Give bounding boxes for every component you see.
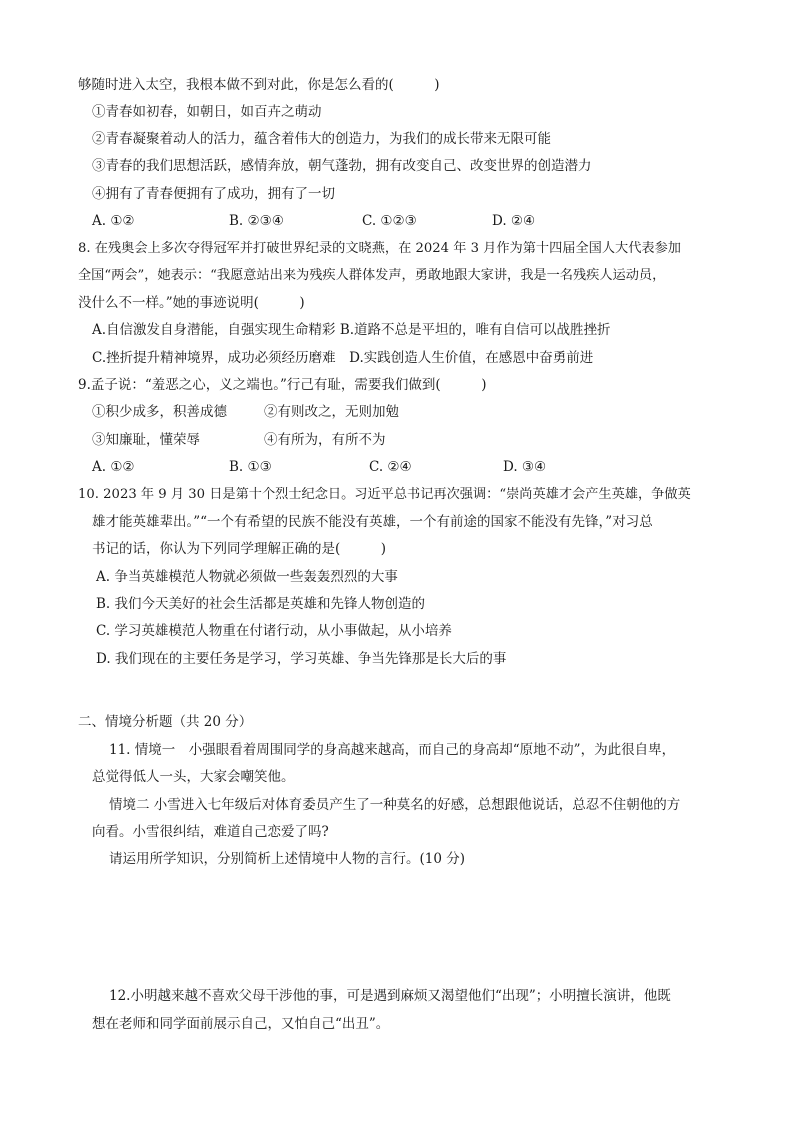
q9-item-3: ③知廉耻，懂荣辱 xyxy=(92,432,200,448)
q9-option-b: B. ①③ xyxy=(229,459,272,475)
q9-option-a: A. ①② xyxy=(92,459,135,475)
q8-option-row-1: A.自信激发自身潜能，自强实现生命精彩 B.道路不总是平坦的，唯有自信可以战胜挫折 xyxy=(92,322,611,338)
q9-item-1: ①积少成多，积善成德 xyxy=(92,404,227,420)
q7-item-3: ③青春的我们思想活跃，感情奔放，朝气蓬勃，拥有改变自己、改变世界的创造潜力 xyxy=(92,158,592,174)
q7-stem-tail: 够随时进入太空，我根本做不到对此，你是怎么看的( ) xyxy=(78,77,440,93)
q8-line-3: 没什么不一样。”她的事迹说明( ) xyxy=(78,295,305,311)
q8-option-row-2: C.挫折提升精神境界，成功必须经历磨难 D.实践创造人生价值，在感恩中奋勇前进 xyxy=(92,350,594,366)
q12-line-1: 12.小明越来越不喜欢父母干涉他的事，可是遇到麻烦又渴望他们“出现”；小明擅长演讲，他既 xyxy=(109,988,671,1004)
q7-item-1: ①青春如初春，如朝日，如百卉之萌动 xyxy=(92,104,322,120)
q9-option-c: C. ②④ xyxy=(369,459,412,475)
q8-line-1: 8. 在残奥会上多次夺得冠军并打破世界纪录的文晓燕，在 2024 年 3 月作为第十四届全国人大代表参加 xyxy=(78,241,681,256)
q11-line-1: 11. 情境一 小强眼看着周围同学的身高越来越高，而自己的身高却“原地不动”，为此很自卑， xyxy=(109,742,676,758)
q7-item-4: ④拥有了青春便拥有了成功，拥有了一切 xyxy=(92,186,335,202)
q10-option-a: A. 争当英雄模范人物就必须做一些轰轰烈烈的大事 xyxy=(96,569,398,585)
q9-option-d: D. ③④ xyxy=(503,459,547,475)
q10-option-c: C. 学习英雄模范人物重在付诸行动，从小事做起，从小培养 xyxy=(96,623,452,639)
q7-item-2: ②青春凝聚着动人的活力，蕴含着伟大的创造力，为我们的成长带来无限可能 xyxy=(92,131,551,147)
q11-instruction: 请运用所学知识，分别简析上述情境中人物的言行。(10 分) xyxy=(109,851,466,867)
q12-line-2: 想在老师和同学面前展示自己，又怕自己“出丑”。 xyxy=(92,1016,390,1032)
q10-line-3: 书记的话，你认为下列同学理解正确的是( ) xyxy=(92,541,387,557)
q9-item-4: ④有所为，有所不为 xyxy=(264,432,386,448)
q7-option-c: C. ①②③ xyxy=(362,213,417,229)
q10-line-2: 雄才能英雄辈出。”“一个有希望的民族不能没有英雄，一个有前途的国家不能没有先锋，”对习总 xyxy=(92,514,653,530)
q7-option-d: D. ②④ xyxy=(492,213,536,229)
q11-line-2: 总觉得低人一头，大家会嘲笑他。 xyxy=(92,769,295,785)
q7-option-a: A. ①② xyxy=(92,213,135,229)
q7-option-b: B. ②③④ xyxy=(229,213,284,229)
q11-line-4: 向看。小雪很纠结，难道自己恋爱了吗? xyxy=(92,824,329,840)
q9-stem: 9.孟子说：“羞恶之心，义之端也。”行己有耻，需要我们做到( ) xyxy=(78,377,487,393)
section-heading: 二、情境分析题（共 20 分） xyxy=(78,714,253,730)
q10-option-d: D. 我们现在的主要任务是学习，学习英雄、争当先锋那是长大后的事 xyxy=(96,651,507,667)
q8-line-2: 全国“两会”，她表示：“我愿意站出来为残疾人群体发声，勇敢地跟大家讲，我是一名残疾人运动员， xyxy=(78,268,666,283)
q9-item-2: ②有则改之，无则加勉 xyxy=(264,404,399,420)
q11-line-3: 情境二 小雪进入七年级后对体育委员产生了一种莫名的好感，总想跟他说话，总忍不住朝他的方 xyxy=(109,797,681,813)
q10-option-b: B. 我们今天美好的社会生活都是英雄和先锋人物创造的 xyxy=(96,596,426,612)
q10-line-1: 10. 2023 年 9 月 30 日是第十个烈士纪念日。习近平总书记再次强调：“崇尚英雄才会产生英雄，争做英 xyxy=(78,487,691,502)
